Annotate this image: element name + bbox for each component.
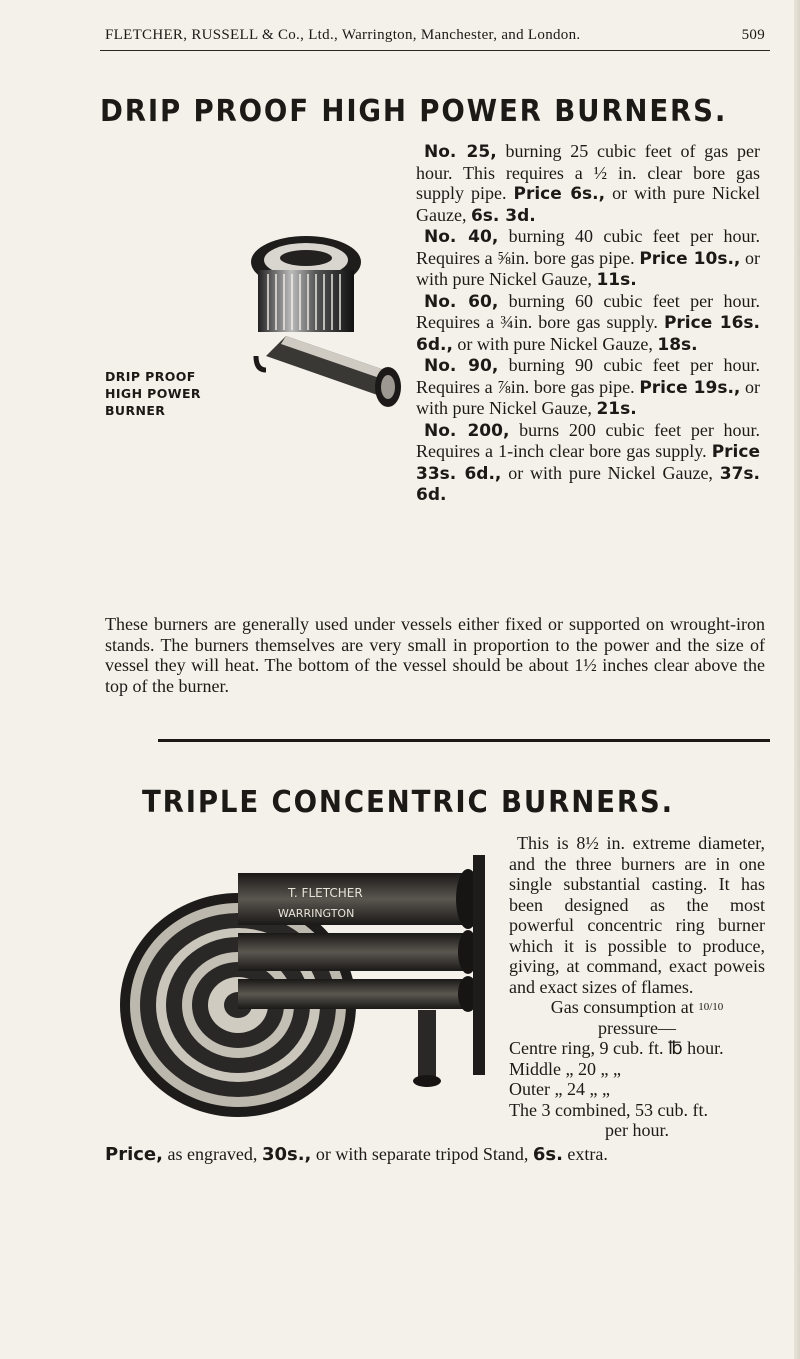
burner-description: burning 90 cubic feet per hour. Requires a ⅞in. bore gas pipe.: [416, 355, 761, 397]
burner-price-tail: or with pure Nickel Gauze,: [416, 376, 761, 418]
price-extra-tail: extra.: [567, 1144, 608, 1164]
section-title-drip-proof: DRIP PROOF HIGH POWER BURNERS.: [100, 94, 728, 129]
concentric-price-line: [105, 1144, 775, 1165]
burner-description: burning 40 cubic feet per hour. Requires a ⅝in. bore gas pipe.: [416, 226, 761, 268]
burner-description: burns 200 cubic feet per hour. Requires a 1-inch clear bore gas supply.: [416, 419, 761, 461]
consumption-row: Middle „ 20 „ „: [509, 1058, 621, 1079]
engraving-warrington: WARRINGTON: [278, 907, 355, 920]
burner-model-no: No. 60,: [424, 291, 499, 312]
burner-price-gauze: 6s. 3d.: [470, 205, 536, 226]
burner-price-tail: or with pure Nickel Gauze,: [508, 462, 713, 483]
burner-entry: [416, 226, 760, 291]
consumption-row: Outer „ 24 „ „: [509, 1079, 610, 1099]
burner-price-tail: or with pure Nickel Gauze,: [416, 247, 761, 289]
burner-description: burning 60 cubic feet per hour. Requires a ¾in. bore gas supply.: [416, 290, 761, 332]
figure-caption-line-2: HIGH POWER BURNER: [105, 386, 201, 418]
concentric-description: [509, 833, 765, 1141]
gas-consumption-heading: Gas consumption at 10/10 pressure—: [550, 997, 724, 1038]
consumption-row: The 3 combined, 53 cub. ft.: [509, 1099, 708, 1120]
concentric-intro: This is 8½ in. extreme diameter, and the three burners are in one single substantial casting. It has been designed as the most powerful concentric ring burner which it is possible to produce, giving, at command, exact poweis and exact sizes of flames.: [509, 833, 765, 997]
burner-price-gauze: 18s.: [657, 334, 698, 355]
price-extra-value: 6s.: [532, 1144, 563, 1165]
burner-price: Price 33s. 6d.,: [416, 442, 760, 484]
burner-list: [416, 141, 760, 506]
running-head: [105, 27, 765, 44]
burner-entry: [416, 420, 760, 506]
pressure-fraction: 10/10: [698, 1001, 724, 1013]
consumption-row-tail: per hour.: [605, 1120, 669, 1140]
price-value: 30s.,: [261, 1144, 312, 1165]
burner-price-tail: or with pure Nickel Gauze,: [457, 333, 653, 354]
page-edge: [794, 0, 800, 1359]
burner-entry: [416, 141, 760, 226]
drip-proof-figure-caption: [105, 368, 265, 419]
burner-entry: [416, 355, 760, 420]
burner-entry: [416, 291, 760, 356]
page-number: 509: [741, 27, 765, 43]
burner-model-no: No. 40,: [424, 227, 499, 247]
running-head-text: FLETCHER, RUSSELL & Co., Ltd., Warrington, Manchester, and London.: [105, 27, 581, 43]
drip-proof-burner-illustration: [246, 226, 408, 416]
burner-description: burning 25 cubic feet of gas per hour. This requires a ½ in. clear bore gas supply pipe.: [416, 141, 761, 203]
consumption-row: Centre ring, 9 cub. ft. ℔ hour.: [509, 1038, 724, 1058]
burner-price-tail: or with pure Nickel Gauze,: [416, 183, 761, 225]
burner-price-gauze: 37s. 6d.: [416, 463, 760, 505]
burner-price: Price 19s.,: [639, 377, 741, 398]
header-rule: [100, 50, 770, 51]
burner-price-gauze: 21s.: [596, 399, 637, 419]
figure-caption-line-1: DRIP PROOF: [105, 369, 196, 384]
burner-model-no: No. 200,: [424, 420, 510, 441]
burner-price: Price 10s.,: [639, 248, 741, 269]
section-title-triple-concentric: TRIPLE CONCENTRIC BURNERS.: [142, 785, 674, 820]
burner-model-no: No. 90,: [424, 356, 499, 376]
price-text: as engraved,: [167, 1144, 258, 1164]
triple-concentric-burner-illustration: [118, 845, 496, 1121]
price-label: Price,: [105, 1144, 163, 1165]
burner-model-no: No. 25,: [424, 142, 497, 162]
section-divider: [158, 739, 770, 742]
burner-price: Price 16s. 6d.,: [416, 313, 760, 355]
drip-proof-paragraph: These burners are generally used under vessels either fixed or supported on wrought-iron stands. The burners themselves are very small in proportion to the power and the size of vessel they will heat. The bottom of the vessel should be about 1½ inches clear above the top of the burner.: [105, 614, 765, 696]
burner-price-gauze: 11s.: [596, 270, 637, 290]
burner-price: Price 6s.,: [513, 184, 606, 204]
price-mid: or with separate tripod Stand,: [315, 1144, 529, 1164]
engraving-fletcher: T. FLETCHER: [288, 886, 363, 900]
